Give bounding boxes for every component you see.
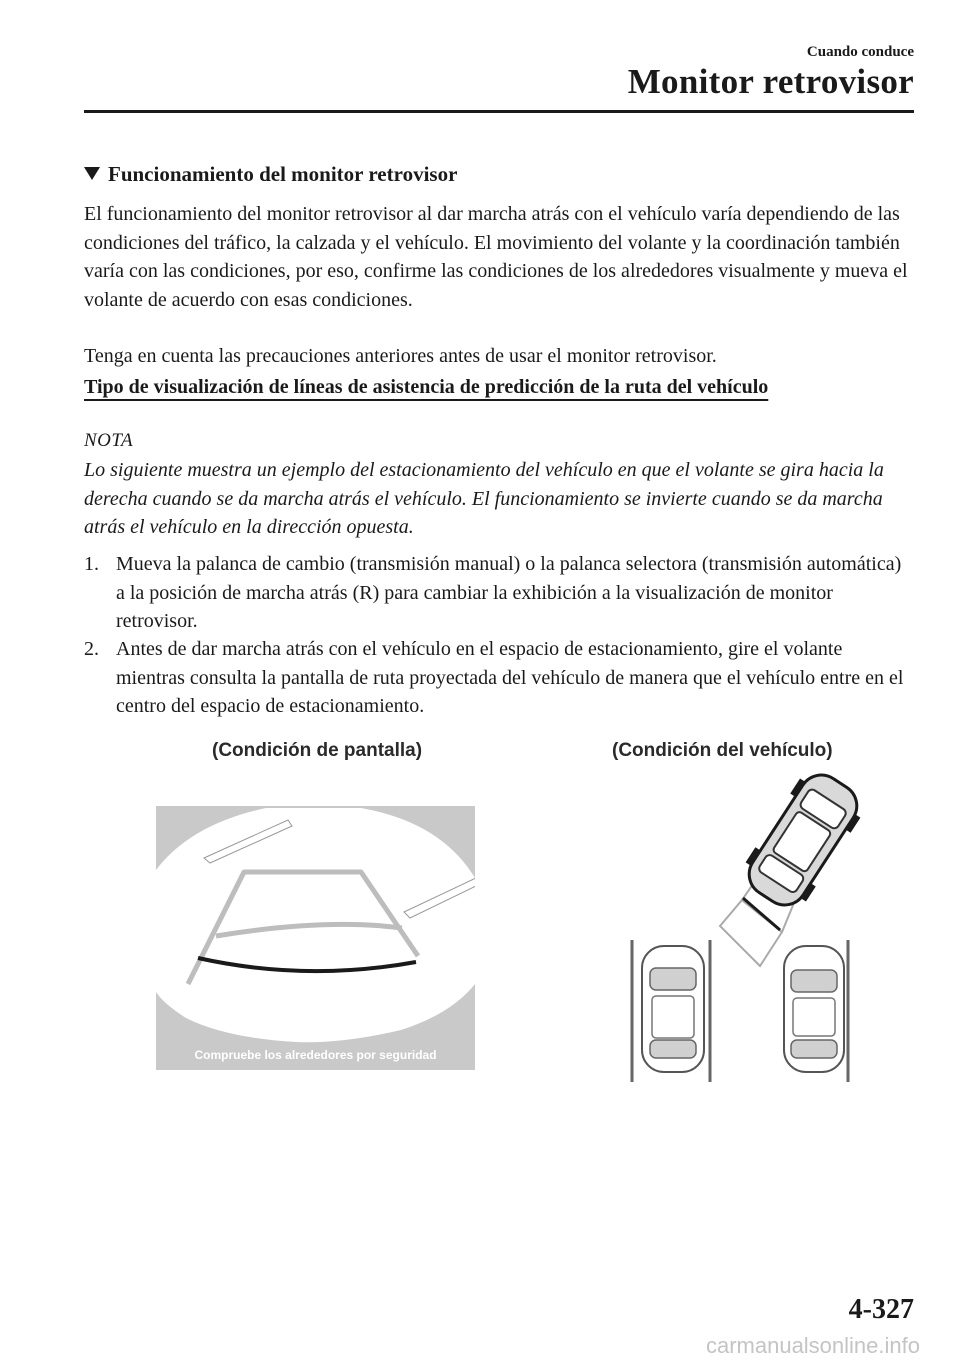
step-number: 1. (84, 553, 99, 575)
step-text: Antes de dar marcha atrás con el vehículo en el espacio de estacionamiento, gire el volante mientras consulta la pantalla de ruta proyectada del vehículo de manera que el vehículo entre en el centro del espacio de estacionamiento. (116, 638, 904, 717)
parked-car-right (784, 946, 844, 1072)
header-rule (84, 110, 914, 113)
section-heading-text: Funcionamiento del monitor retrovisor (108, 162, 458, 186)
parking-illustration (600, 770, 880, 1090)
watermark: carmanualsonline.info (705, 1333, 920, 1358)
vehicle-condition-caption: (Condición del vehículo) (612, 740, 833, 761)
step-item (84, 550, 914, 636)
rear-camera-illustration (156, 806, 475, 1070)
note-text: Lo siguiente muestra un ejemplo del estacionamiento del vehículo en que el volante se gira hacia la derecha cuando se da marcha atrás el vehículo. El funcionamiento se invierte cuando se da marcha atrás el vehículo en la dirección opuesta. (84, 459, 884, 538)
section-label: Cuando conduce (806, 44, 914, 60)
screen-warning-message: Compruebe los alrededores por seguridad (194, 1048, 437, 1062)
page-number: 4-327 (848, 1294, 914, 1325)
parked-car-left (642, 946, 704, 1072)
triangle-bullet-icon (84, 167, 100, 180)
step-number: 2. (84, 638, 99, 660)
body-paragraph: El funcionamiento del monitor retrovisor al dar marcha atrás con el vehículo varía dependiendo de las condiciones del tráfico, la calzada y el vehículo. El movimiento del volante y la coordinación también varía con las condiciones, por eso, confirme las condiciones de los alrededores visualmente y mueva el volante de acuerdo con esas condiciones. (84, 203, 908, 311)
note-label: NOTA (84, 430, 134, 451)
step-item (84, 635, 914, 721)
rear-camera-screen (156, 806, 475, 1070)
subheading: Tipo de visualización de líneas de asistencia de predicción de la ruta del vehículo (84, 376, 769, 398)
step-text: Mueva la palanca de cambio (transmisión manual) o la palanca selectora (transmisión automática) a la posición de marcha atrás (R) para cambiar la exhibición a la visualización de monitor retrovisor. (116, 553, 902, 632)
page-title: Monitor retrovisor (627, 62, 914, 101)
section-heading (84, 162, 457, 187)
body-paragraph: Tenga en cuenta las precauciones anteriores antes de usar el monitor retrovisor. (84, 345, 717, 367)
screen-condition-caption: (Condición de pantalla) (212, 740, 423, 761)
